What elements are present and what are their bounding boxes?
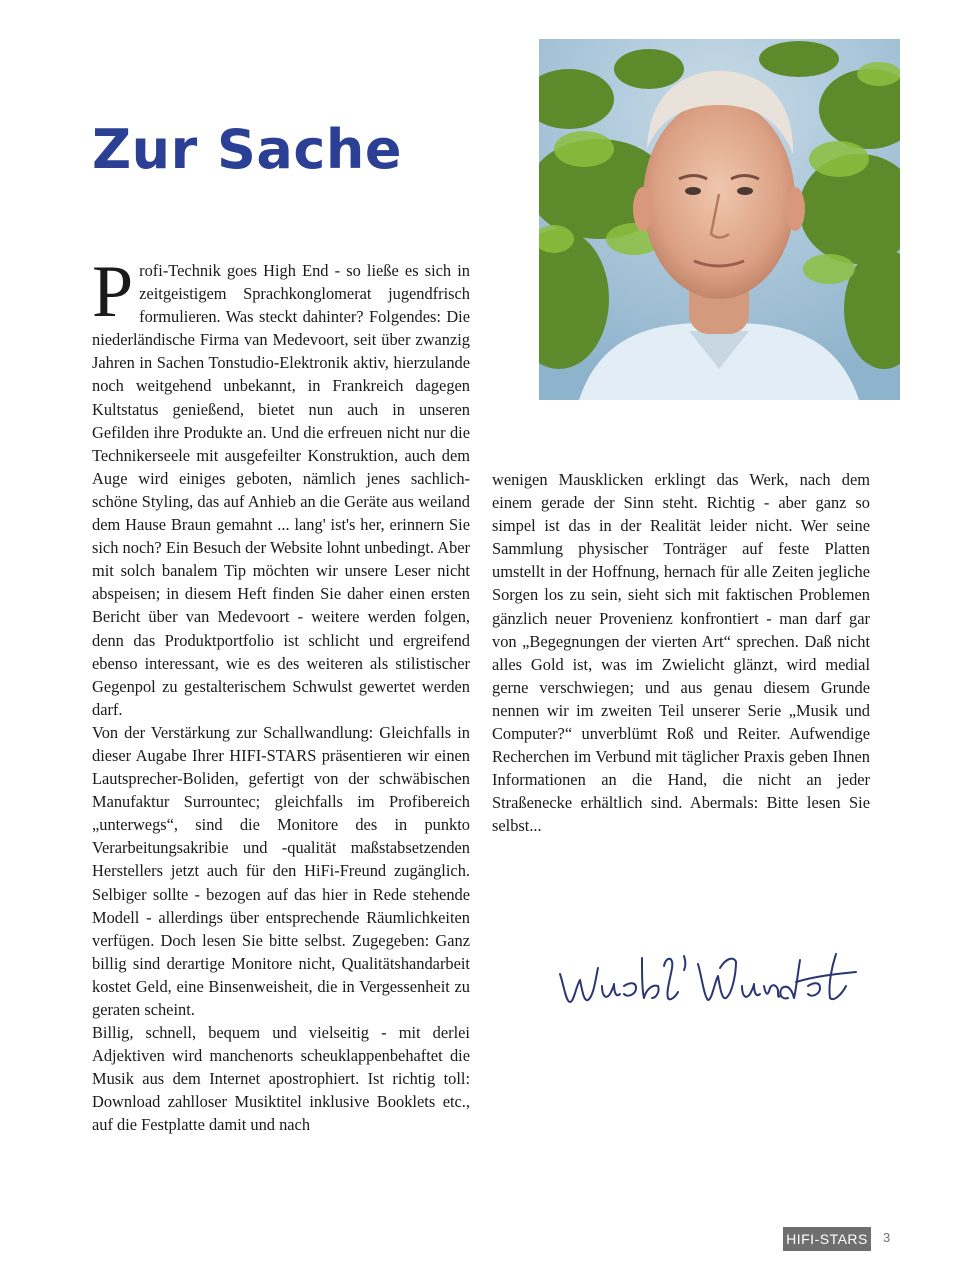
drop-cap: P (92, 251, 134, 333)
article-paragraph: Billig, schnell, bequem und vielseitig - mit derlei Adjektiven wird manchenorts scheuklappenbehaftet die Musik aus dem Internet apostrophiert. Ist richtig toll: Download zahlloser Musiktitel inklusive Booklets etc., auf die Festplatte damit und nach (92, 1023, 470, 1135)
page-title: Zur Sache (92, 118, 402, 181)
author-signature (556, 946, 862, 1012)
author-portrait-photo (539, 39, 900, 400)
page-number: 3 (883, 1230, 891, 1245)
article-paragraph: Von der Verstärkung zur Schallwandlung: Gleichfalls in dieser Augabe Ihrer HIFI-STARS präsentieren wir einen Lautsprecher-Boliden, gefertigt von der schwäbischen Manufaktur Surrountec; gleichfalls im Profibereich „unterwegs“, sind die Monitore des in punkto Verarbeitungsakribie und -qualität maßstabsetzenden Herstellers jetzt auch für den HiFi-Freund zugänglich. Selbiger sollte - bezogen auf das hier in Rede stehende Modell - allerdings über entsprechende Räumlichkeiten verfügen. Doch lesen Sie bitte selbst. Zugegeben: Ganz billig sind derartige Monitore nicht, Qualitätshandarbeit kostet Geld, eine Binsenweisheit, die in Vergessenheit zu geraten scheint. (92, 722, 470, 1019)
article-paragraph: wenigen Mausklicken erklingt das Werk, nach dem einem gerade der Sinn steht. Richtig - aber ganz so simpel ist das in der Realität leider nicht. Wer seine Sammlung physischer Tonträger auf feste Platten umstellt in der Hoffnung, hernach für alle Zeiten jegliche Sorgen los zu sein, sieht sich mit faktischen Problemen gänzlich neuer Provenienz konfrontiert - man darf gar von „Begegnungen der vierten Art“ sprechen. Daß nicht alles Gold ist, was im Zwielicht glänzt, wird medial gerne verschwiegen; und aus genau diesem Grunde nennen wir im zweiten Teil unserer Serie „Musik und Computer?“ unverblümt Roß und Reiter. Aufwendige Recherchen im Verbund mit täglicher Praxis geben Ihnen Informationen an die Hand, die nicht an jeder Straßenecke erhältlich sind. Abermals: Bitte lesen Sie selbst... (492, 470, 870, 836)
article-column-left (92, 251, 470, 1137)
article-column-right (492, 468, 870, 838)
magazine-brand-badge: HIFI-STARS (783, 1227, 871, 1251)
article-paragraph (92, 251, 470, 721)
paragraph-text: rofi-Technik goes High End - so ließe es sich in zeitgeistigem Sprachkonglomerat jugendfrisch formulieren. Was steckt dahinter? Folgendes: Die niederländische Firma van Medevoort, seit über zwanzig Jahren in Sachen Tonstudio-Elektronik aktiv, hierzulande noch weitgehend unbekannt, in Frankreich dagegen Kultstatus genießend, bietet nun auch in unseren Gefilden ihre Produkte an. Und die erfreuen nicht nur die Technikerseele mit ausgefeilter Konstruktion, auch dem Auge wird einiges geboten, nämlich jenes sachlich-schöne Styling, das auf Anhieb an die Geräte aus weiland dem Hause Braun gemahnt ... lang' ist's her, erinnern Sie sich noch? Ein Besuch der Website lohnt unbedingt. Aber mit solch banalem Tip möchten wir unsere Leser nicht abspeisen; in diesem Heft finden Sie daher einen ersten Bericht über van Medevoort - weitere werden folgen, denn das Produktportfolio ist schlicht und ergreifend ebenso interessant, wie es des weiteren als stilistischer Gegenpol zu gestalterischem Schwulst gewertet werden darf. (92, 261, 470, 719)
